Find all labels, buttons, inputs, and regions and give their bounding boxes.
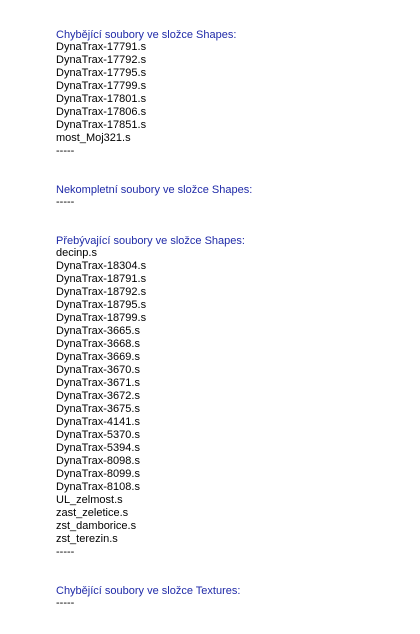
file-item: DynaTrax-18799.s (56, 312, 147, 324)
file-item: DynaTrax-3669.s (56, 351, 140, 363)
file-item: DynaTrax-3668.s (56, 338, 140, 350)
file-item: decinp.s (56, 247, 97, 259)
file-item: DynaTrax-17806.s (56, 106, 147, 118)
file-item: DynaTrax-17795.s (56, 67, 147, 79)
section-missing-shapes (56, 29, 406, 158)
file-list (56, 41, 406, 145)
file-item: DynaTrax-17851.s (56, 119, 147, 131)
file-item: zst_terezin.s (56, 533, 118, 545)
section-heading: Přebývající soubory ve složce Shapes: (56, 235, 245, 247)
file-item: DynaTrax-5394.s (56, 442, 140, 454)
file-item: UL_zelmost.s (56, 494, 123, 506)
file-item: DynaTrax-5370.s (56, 429, 140, 441)
file-list (56, 247, 406, 546)
file-item: DynaTrax-3671.s (56, 377, 140, 389)
file-item: DynaTrax-18791.s (56, 273, 147, 285)
file-item: zast_zeletice.s (56, 507, 129, 519)
file-item: DynaTrax-3670.s (56, 364, 140, 376)
file-item: DynaTrax-3672.s (56, 390, 140, 402)
section-heading: Chybějící soubory ve složce Shapes: (56, 29, 237, 41)
section-missing-textures (56, 585, 406, 610)
file-item: DynaTrax-8098.s (56, 455, 140, 467)
section-heading: Nekompletní soubory ve složce Shapes: (56, 184, 253, 196)
file-item: DynaTrax-8099.s (56, 468, 140, 480)
section-heading: Chybějící soubory ve složce Textures: (56, 585, 241, 597)
file-item: DynaTrax-17792.s (56, 54, 147, 66)
section-divider: ----- (56, 145, 75, 157)
file-item: DynaTrax-17791.s (56, 41, 147, 53)
section-divider: ----- (56, 597, 75, 609)
file-item: DynaTrax-17799.s (56, 80, 147, 92)
file-item: most_Moj321.s (56, 132, 131, 144)
file-item: DynaTrax-3675.s (56, 403, 140, 415)
section-incomplete-shapes (56, 184, 406, 209)
section-extra-shapes (56, 235, 406, 559)
file-item: DynaTrax-18304.s (56, 260, 147, 272)
file-item: zst_damborice.s (56, 520, 137, 532)
report-document (56, 29, 406, 610)
file-item: DynaTrax-18795.s (56, 299, 147, 311)
file-item: DynaTrax-17801.s (56, 93, 147, 105)
file-item: DynaTrax-18792.s (56, 286, 147, 298)
file-item: DynaTrax-3665.s (56, 325, 140, 337)
file-item: DynaTrax-8108.s (56, 481, 140, 493)
section-divider: ----- (56, 546, 75, 558)
file-item: DynaTrax-4141.s (56, 416, 140, 428)
section-divider: ----- (56, 196, 75, 208)
